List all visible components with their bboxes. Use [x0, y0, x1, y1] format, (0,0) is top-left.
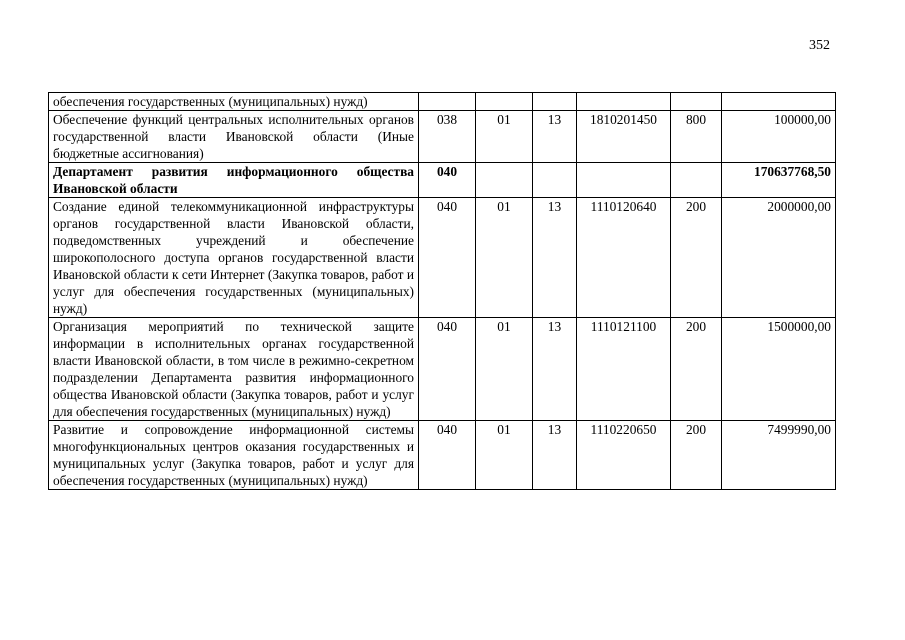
expense-type-code: 200: [671, 318, 722, 421]
target-article-code: [577, 163, 671, 198]
target-article-code: 1110220650: [577, 421, 671, 490]
section-code: 01: [476, 318, 533, 421]
target-article-code: 1810201450: [577, 111, 671, 163]
section-code: [476, 163, 533, 198]
expense-type-code: 200: [671, 198, 722, 318]
section-code: 01: [476, 421, 533, 490]
subsection-code: 13: [533, 318, 577, 421]
subsection-code: 13: [533, 421, 577, 490]
section-code: 01: [476, 198, 533, 318]
table-row: [49, 163, 836, 198]
row-description: Развитие и сопровождение информационной системы многофункциональных центров оказания государственных и муниципальных услуг (Закупка товаров, работ и услуг для обеспечения государственных (муниципальных) нужд): [49, 421, 419, 490]
subsection-code: [533, 93, 577, 111]
amount-value: 100000,00: [722, 111, 836, 163]
amount-value: [722, 93, 836, 111]
expense-type-code: [671, 93, 722, 111]
subsection-code: 13: [533, 111, 577, 163]
amount-value: 170637768,50: [722, 163, 836, 198]
expense-type-code: 800: [671, 111, 722, 163]
table-row: [49, 111, 836, 163]
section-code: [476, 93, 533, 111]
ministry-code: [419, 93, 476, 111]
amount-value: 2000000,00: [722, 198, 836, 318]
ministry-code: 040: [419, 318, 476, 421]
table-row: [49, 318, 836, 421]
row-description: Создание единой телекоммуникационной инфраструктуры органов государственной власти Ивановской области, подведомственных учреждений и обеспечение широкополосного доступа органов государственной власти Ивановской области к сети Интернет (Закупка товаров, работ и услуг для обеспечения государственных (муниципальных) нужд): [49, 198, 419, 318]
row-description: Обеспечение функций центральных исполнительных органов государственной власти Ивановской области (Иные бюджетные ассигнования): [49, 111, 419, 163]
ministry-code: 040: [419, 421, 476, 490]
expense-type-code: 200: [671, 421, 722, 490]
ministry-code: 038: [419, 111, 476, 163]
subsection-code: 13: [533, 198, 577, 318]
ministry-code: 040: [419, 163, 476, 198]
ministry-code: 040: [419, 198, 476, 318]
target-article-code: 1110120640: [577, 198, 671, 318]
subsection-code: [533, 163, 577, 198]
table-row: [49, 198, 836, 318]
section-code: 01: [476, 111, 533, 163]
table-row: [49, 93, 836, 111]
row-description: Организация мероприятий по технической защите информации в исполнительных органах государственной власти Ивановской области, в том числе в режимно-секретном подразделении Департамента развития информационного общества Ивановской области (Закупка товаров, работ и услуг для обеспечения государственных (муниципальных) нужд): [49, 318, 419, 421]
target-article-code: [577, 93, 671, 111]
expense-type-code: [671, 163, 722, 198]
amount-value: 7499990,00: [722, 421, 836, 490]
row-description: обеспечения государственных (муниципальных) нужд): [49, 93, 419, 111]
amount-value: 1500000,00: [722, 318, 836, 421]
table-row: [49, 421, 836, 490]
target-article-code: 1110121100: [577, 318, 671, 421]
page-number: 352: [809, 38, 830, 53]
budget-table: [48, 92, 836, 490]
row-description: Департамент развития информационного общества Ивановской области: [49, 163, 419, 198]
